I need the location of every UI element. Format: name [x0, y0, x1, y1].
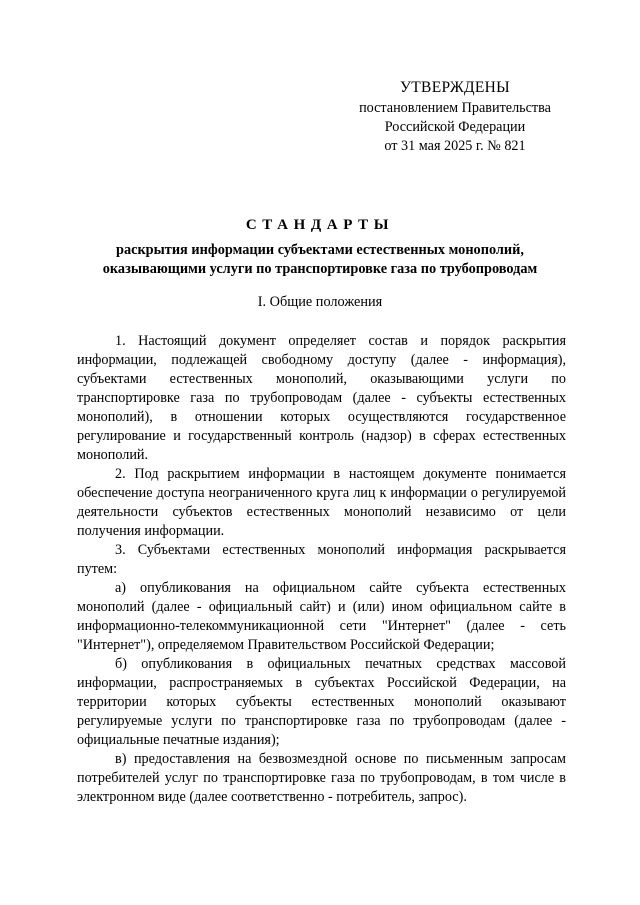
document-type: СТАНДАРТЫ [245, 217, 395, 233]
approval-block [340, 78, 570, 156]
approval-line: постановлением Правительства [359, 100, 551, 116]
document-title-line: оказывающими услуги по транспортировке газа по трубопроводам [102, 261, 538, 277]
body-text [77, 332, 566, 807]
paragraph: 2. Под раскрытием информации в настоящем документе понимается обеспечение доступа неограниченного круга лиц к информации о регулируемой деятельности субъектов естественных монополий независимо от цели получения информации. [77, 466, 566, 539]
approval-heading: УТВЕРЖДЕНЫ [400, 79, 510, 96]
approval-date: от 31 мая 2025 г. № 821 [384, 138, 526, 154]
document-title-line: раскрытия информации субъектами естественных монополий, [116, 242, 524, 258]
section-heading: I. Общие положения [257, 294, 383, 310]
document-title [60, 241, 580, 279]
paragraph: в) предоставления на безвозмездной основе по письменным запросам потребителей услуг по транспортировке газа по трубопроводам, в том числе в электронном виде (далее соответственно - потребитель, запрос). [77, 751, 566, 805]
approval-line: Российской Федерации [384, 119, 526, 135]
paragraph: а) опубликования на официальном сайте субъекта естественных монополий (далее - официальный сайт) и (или) ином официальном сайте в информационно-телекоммуникационной сети "Интернет" (далее - сеть "Интернет"), определяемом Правительством Российской Федерации; [77, 580, 566, 653]
paragraph: 1. Настоящий документ определяет состав и порядок раскрытия информации, подлежащей свободному доступу (далее - информация), субъектами естественных монополий, оказывающими услуги по транспортировке газа по трубопроводам (далее - субъекты естественных монополий), в отношении которых осуществляются государственное регулирование и государственный контроль (надзор) в сферах естественных монополий. [77, 333, 566, 463]
paragraph: 3. Субъектами естественных монополий информация раскрывается путем: [77, 542, 566, 577]
paragraph: б) опубликования в официальных печатных средствах массовой информации, распространяемых в субъектах Российской Федерации, на территории которых субъекты естественных монополий оказывают регулируемые услуги по транспортировке газа по трубопроводам (далее - официальные печатные издания); [77, 656, 566, 748]
